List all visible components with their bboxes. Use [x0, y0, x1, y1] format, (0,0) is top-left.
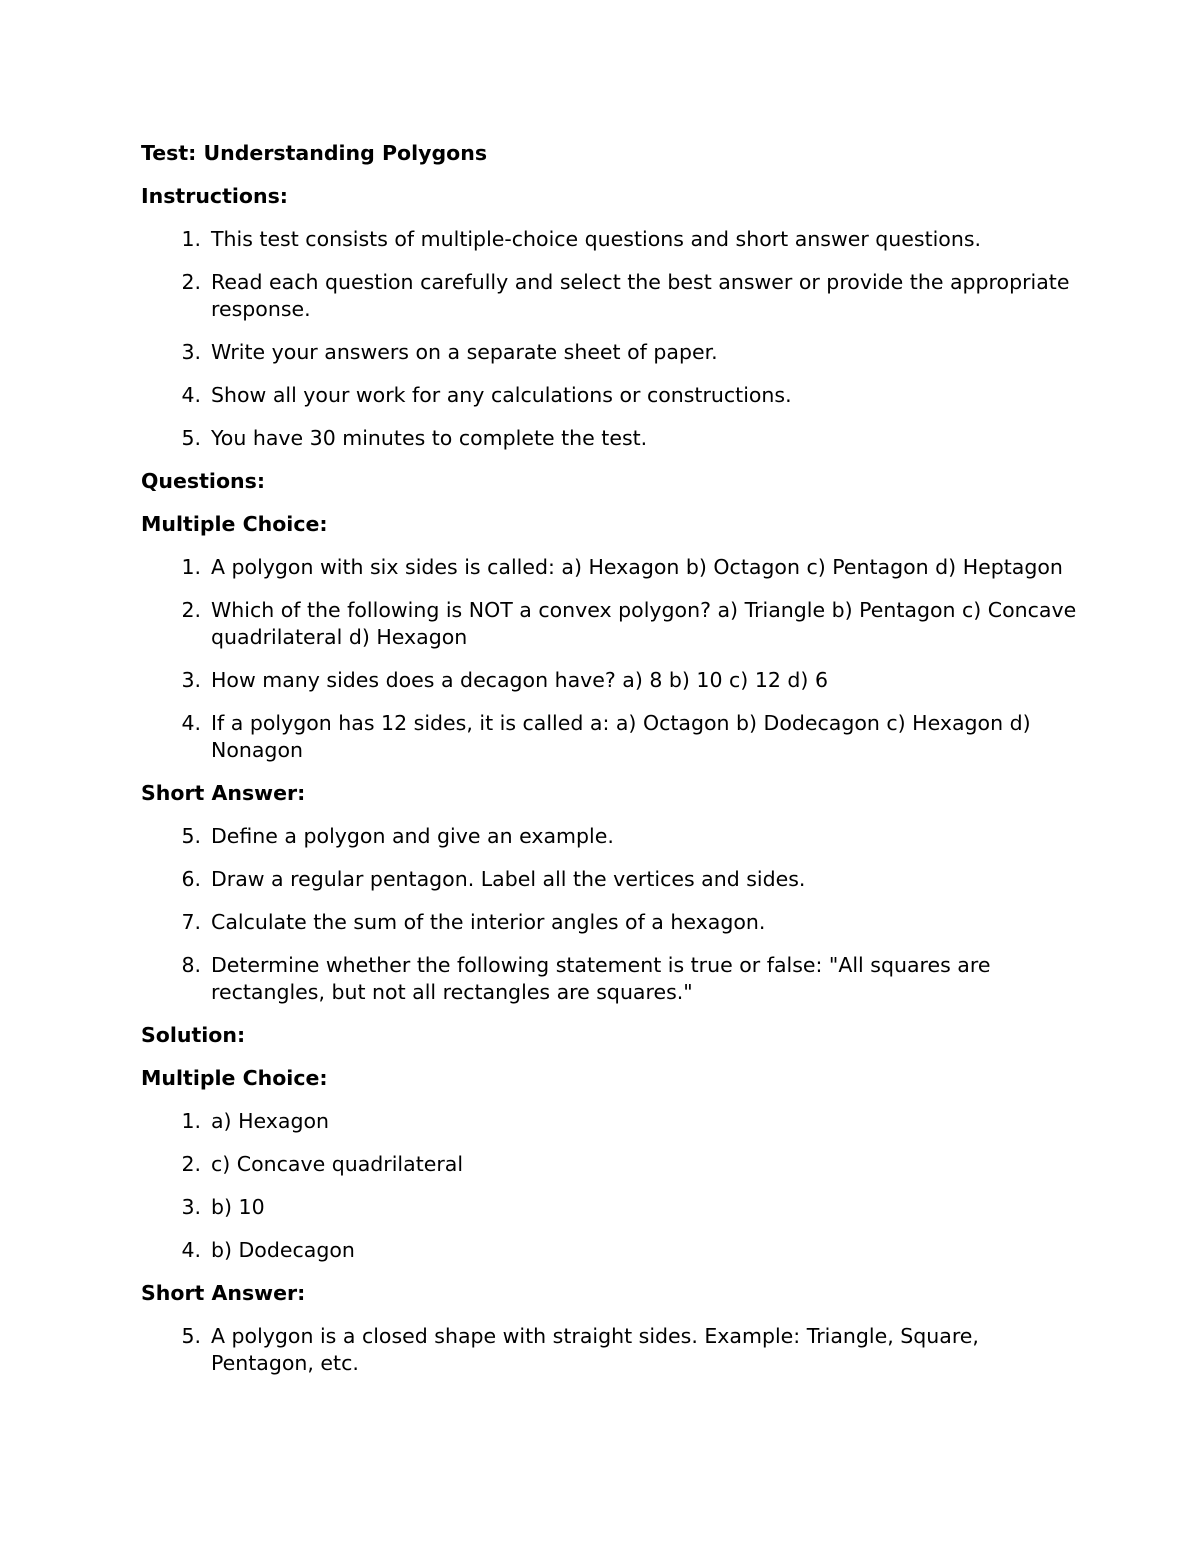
list-item — [141, 425, 1081, 452]
list-item — [141, 909, 1081, 936]
list-number: 3. — [181, 340, 201, 364]
list-item — [141, 382, 1081, 409]
list-item — [141, 226, 1081, 253]
list-number: 5. — [181, 1324, 201, 1348]
list-number: 4. — [181, 711, 201, 735]
list-text: Read each question carefully and select the best answer or provide the appropriate response. — [211, 270, 1070, 321]
list-number: 5. — [181, 824, 201, 848]
document-page — [141, 140, 1081, 1393]
list-text: How many sides does a decagon have? a) 8 b) 10 c) 12 d) 6 — [211, 668, 828, 692]
list-item — [141, 597, 1081, 651]
list-text: A polygon is a closed shape with straight sides. Example: Triangle, Square, Pentagon, etc. — [211, 1324, 979, 1375]
list-number: 6. — [181, 867, 201, 891]
list-number: 3. — [181, 668, 201, 692]
list-item — [141, 1151, 1081, 1178]
list-item — [141, 1323, 1081, 1377]
list-text: a) Hexagon — [211, 1109, 329, 1133]
list-item — [141, 1108, 1081, 1135]
list-number: 5. — [181, 426, 201, 450]
instructions-heading: Instructions: — [141, 184, 288, 208]
solution-short-answer-list — [141, 1323, 1081, 1377]
list-number: 2. — [181, 1152, 201, 1176]
list-item — [141, 1194, 1081, 1221]
list-text: Calculate the sum of the interior angles of a hexagon. — [211, 910, 766, 934]
list-number: 1. — [181, 227, 201, 251]
solution-heading: Solution: — [141, 1023, 246, 1047]
list-text: b) 10 — [211, 1195, 265, 1219]
list-text: Determine whether the following statement is true or false: "All squares are rectangles, but not all rectangles are squares." — [211, 953, 991, 1004]
questions-heading: Questions: — [141, 469, 266, 493]
instructions-list — [141, 226, 1081, 452]
list-item — [141, 866, 1081, 893]
list-item — [141, 269, 1081, 323]
list-text: Show all your work for any calculations or constructions. — [211, 383, 792, 407]
list-number: 8. — [181, 953, 201, 977]
list-number: 4. — [181, 383, 201, 407]
list-text: You have 30 minutes to complete the test. — [211, 426, 648, 450]
document-title: Test: Understanding Polygons — [141, 141, 488, 165]
list-item — [141, 710, 1081, 764]
list-number: 2. — [181, 270, 201, 294]
questions-short-answer-list — [141, 823, 1081, 1006]
questions-multiple-choice-heading: Multiple Choice: — [141, 512, 328, 536]
questions-short-answer-heading: Short Answer: — [141, 781, 306, 805]
list-text: Write your answers on a separate sheet of paper. — [211, 340, 718, 364]
list-text: A polygon with six sides is called: a) Hexagon b) Octagon c) Pentagon d) Heptagon — [211, 555, 1063, 579]
list-text: c) Concave quadrilateral — [211, 1152, 464, 1176]
list-text: Draw a regular pentagon. Label all the vertices and sides. — [211, 867, 806, 891]
solution-multiple-choice-heading: Multiple Choice: — [141, 1066, 328, 1090]
list-item — [141, 952, 1081, 1006]
list-item — [141, 554, 1081, 581]
questions-multiple-choice-list — [141, 554, 1081, 764]
list-item — [141, 339, 1081, 366]
list-number: 1. — [181, 1109, 201, 1133]
list-text: b) Dodecagon — [211, 1238, 355, 1262]
list-text: Which of the following is NOT a convex polygon? a) Triangle b) Pentagon c) Concave quadrilateral d) Hexagon — [211, 598, 1077, 649]
list-number: 7. — [181, 910, 201, 934]
list-number: 2. — [181, 598, 201, 622]
list-number: 4. — [181, 1238, 201, 1262]
solution-short-answer-heading: Short Answer: — [141, 1281, 306, 1305]
list-number: 3. — [181, 1195, 201, 1219]
list-text: This test consists of multiple-choice questions and short answer questions. — [211, 227, 982, 251]
list-item — [141, 823, 1081, 850]
list-text: Define a polygon and give an example. — [211, 824, 614, 848]
solution-multiple-choice-list — [141, 1108, 1081, 1264]
list-text: If a polygon has 12 sides, it is called a: a) Octagon b) Dodecagon c) Hexagon d) Nonagon — [211, 711, 1031, 762]
list-item — [141, 667, 1081, 694]
list-item — [141, 1237, 1081, 1264]
list-number: 1. — [181, 555, 201, 579]
